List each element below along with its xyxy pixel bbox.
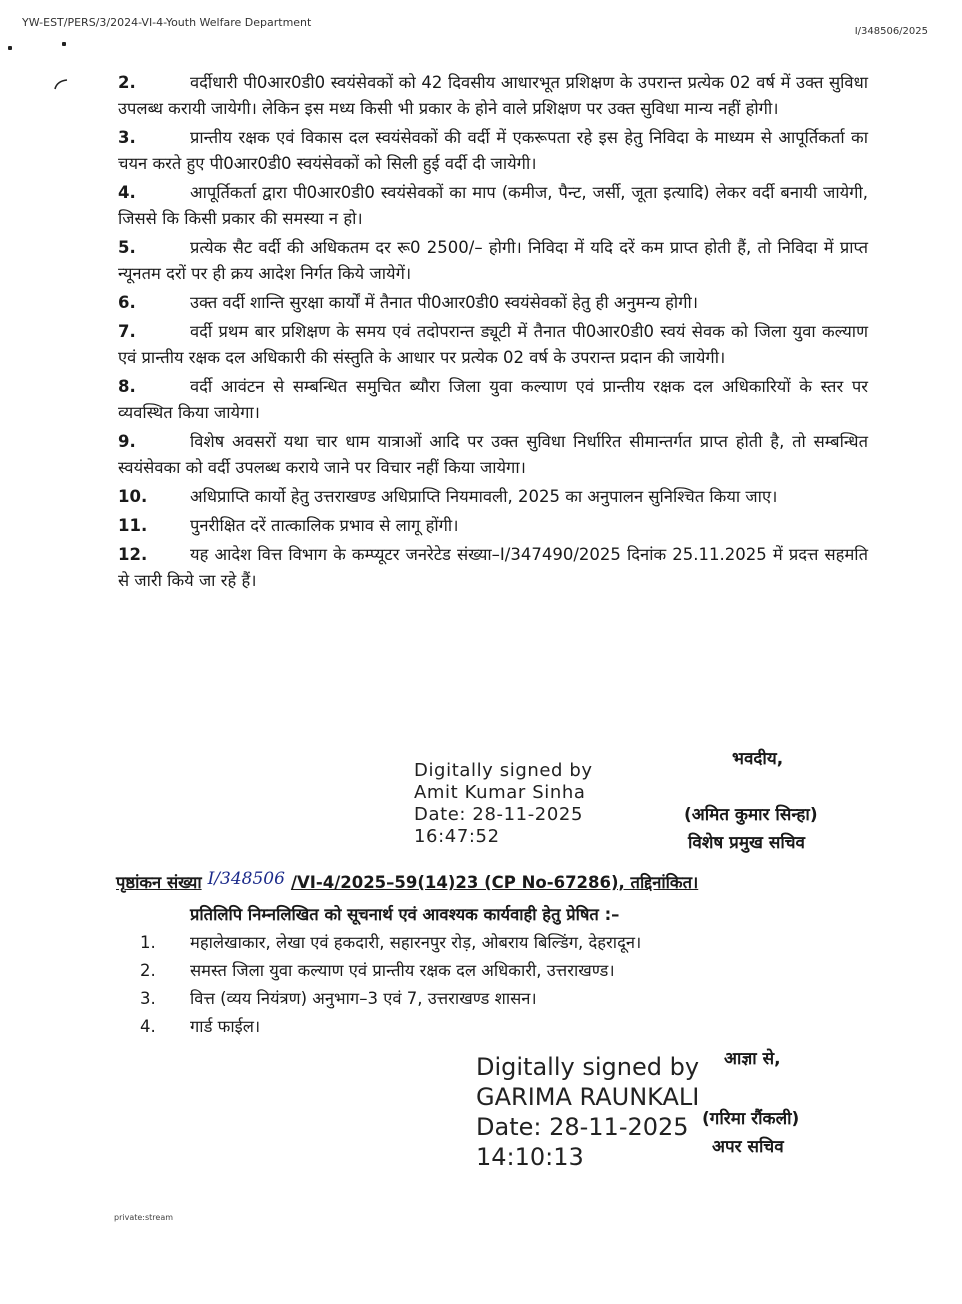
signatory-designation: विशेष प्रमुख सचिव [688,833,805,853]
copy-recipient [140,1014,260,1037]
copy-text: गार्ड फाईल। [190,1017,261,1036]
paragraph [118,429,868,481]
paragraph [118,70,868,122]
copy-heading: प्रतिलिपि निम्नलिखित को सूचनार्थ एवं आवश्यक कार्यवाही हेतु प्रेषित :– [190,905,620,924]
copy-number: 2. [140,961,156,980]
closing-salutation: भवदीय, [732,749,784,769]
paragraph-text: वर्दी आवंटन से सम्बन्धित समुचित ब्यौरा जिला युवा कल्याण एवं प्रान्तीय रक्षक दल अधिकारियों के स्तर पर व्यवस्थित किया जायेगा। [118,377,868,422]
copy-recipient [140,958,615,981]
copy-number: 4. [140,1017,156,1036]
paragraph-text: प्रत्येक सैट वर्दी की अधिकतम दर रू0 2500/– होगी। निविदा में यदि दरें कम प्राप्त होती हैं, तो निविदा में प्राप्त न्यूनतम दरों पर ही क्रय आदेश निर्गत किये जायेगें। [118,238,868,283]
paragraph-text: पुनरीक्षित दरें तात्कालिक प्रभाव से लागू होंगी। [190,516,459,535]
paragraph-number: 4. [118,183,136,202]
endorsement-label: पृष्ठांकन संख्या [116,873,202,892]
paragraph-number: 12. [118,545,148,564]
paragraph [118,290,868,316]
copy-recipient [140,986,537,1009]
paragraph [118,374,868,426]
paragraph-text: विशेष अवसरों यथा चार धाम यात्राओं आदि पर उक्त सुविधा निर्धारित सीमान्तर्गत प्राप्त होती है, तो सम्बन्धित स्वयंसेवका को वर्दी उपलब्ध कराये जाने पर विचार नहीं किया जायेगा। [118,432,868,477]
scan-mark [8,46,12,50]
copy-text: महालेखाकार, लेखा एवं हकदारी, सहारनपुर रोड़, ओबराय बिल्डिंग, देहरादून। [190,933,642,952]
paragraph-text: यह आदेश वित्त विभाग के कम्प्यूटर जनरेटेड संख्या–I/347490/2025 दिनांक 25.11.2025 में प्रदत्त सहमति से जारी किये जा रहे हैं। [118,545,868,590]
copy-recipient [140,930,641,953]
order-paragraphs [118,70,868,597]
copy-text: वित्त (व्यय नियंत्रण) अनुभाग–3 एवं 7, उत्तराखण्ड शासन। [190,989,537,1008]
paragraph-text: प्रान्तीय रक्षक एवं विकास दल स्वयंसेवकों की वर्दी में एकरूपता रहे इस हेतु निविदा के माध्यम से आपूर्तिकर्ता का चयन करते हुए पी0आर0डी0 स्वयंसेवकों को सिली हुई वर्दी दी जायेगी। [118,128,868,173]
endorsement-number-line [116,870,698,893]
file-reference: YW-EST/PERS/3/2024-VI-4-Youth Welfare Department [22,16,312,29]
handwritten-number: I/348506 [207,869,285,889]
scan-mark [62,42,66,46]
paragraph-text: अधिप्राप्ति कार्यो हेतु उत्तराखण्ड अधिप्राप्ति नियमावली, 2025 का अनुपालन सुनिश्चित किया जाए। [190,487,778,506]
signatory-designation: अपर सचिव [712,1137,784,1157]
closing-salutation: आज्ञा से, [724,1049,781,1069]
copy-text: समस्त जिला युवा कल्याण एवं प्रान्तीय रक्षक दल अधिकारी, उत्तराखण्ड। [190,961,615,980]
paragraph-number: 10. [118,487,148,506]
paragraph-number: 7. [118,322,136,341]
document-number: I/348506/2025 [854,26,928,37]
paragraph-number: 5. [118,238,136,257]
paragraph-text: वर्दीधारी पी0आर0डी0 स्वयंसेवकों को 42 दिवसीय आधारभूत प्रशिक्षण के उपरान्त प्रत्येक 02 वर्ष में उक्त सुविधा उपलब्ध करायी जायेगी। लेकिन इस मध्य किसी भी प्रकार के होने वाले प्रशिक्षण पर उक्त सुविधा मान्य नहीं होगी। [118,73,868,118]
paragraph-number: 6. [118,293,136,312]
paragraph [118,125,868,177]
signatory-name: (गरिमा रौंकली) [702,1109,800,1129]
endorsement-reference: /VI-4/2025–59(14)23 (CP No-67286), तद्दिनांकित। [290,873,699,892]
paragraph-text: आपूर्तिकर्ता द्वारा पी0आर0डी0 स्वयंसेवकों का माप (कमीज, पैन्ट, जर्सी, जूता इत्यादि) लेकर वर्दी बनायी जायेगी, जिससे कि किसी प्रकार की समस्या न हो। [118,183,868,228]
copy-number: 1. [140,933,156,952]
paragraph [118,319,868,371]
paragraph [118,180,868,232]
digital-signature-stamp: Digitally signed by GARIMA RAUNKALI Date: 28-11-2025 14:10:13 [476,1053,700,1171]
footer-note: private:stream [114,1213,174,1222]
paragraph-number: 2. [118,73,136,92]
paragraph-text: वर्दी प्रथम बार प्रशिक्षण के समय एवं तदोपरान्त ड्यूटी में तैनात पी0आर0डी0 स्वयं सेवक को जिला युवा कल्याण एवं प्रान्तीय रक्षक दल अधिकारी की संस्तुति के आधार पर प्रत्येक 02 वर्ष के उपरान्त प्रदान की जायेगी। [118,322,868,367]
paragraph [118,235,868,287]
pen-mark-icon [54,78,68,90]
signatory-name: (अमित कुमार सिन्हा) [684,805,818,825]
copy-number: 3. [140,989,156,1008]
paragraph-text: उक्त वर्दी शान्ति सुरक्षा कार्यों में तैनात पी0आर0डी0 स्वयंसेवकों हेतु ही अनुमन्य होगी। [190,293,699,312]
paragraph-number: 3. [118,128,136,147]
paragraph [118,542,868,594]
paragraph-number: 8. [118,377,136,396]
paragraph-number: 11. [118,516,148,535]
paragraph-number: 9. [118,432,136,451]
paragraph [118,513,868,539]
digital-signature-stamp: Digitally signed by Amit Kumar Sinha Date: 28-11-2025 16:47:52 [414,760,593,847]
paragraph [118,484,868,510]
